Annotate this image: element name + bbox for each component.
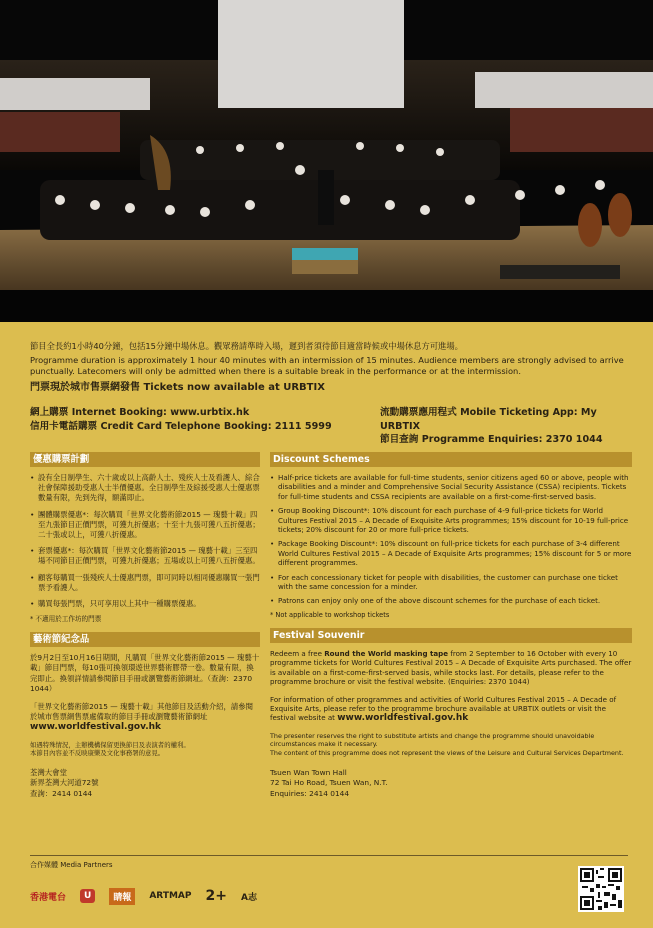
- mobile-ticketing: 流動購票應用程式 Mobile Ticketing App: My URBTIX: [380, 407, 597, 432]
- list-item: • For each concessionary ticket for people with disabilities, the customer can purchase one ticket with the same concession for a minder.: [270, 573, 632, 592]
- programmes-zh-text: [30, 702, 260, 733]
- discount-en-note: * Not applicable to workshop tickets: [270, 610, 390, 619]
- disclaimer-zh-1: 如遇特殊情況，主辦機構保留更換節目及表演者的權利。: [30, 740, 190, 749]
- venue-zh: [30, 768, 260, 800]
- souvenir-en-text: [270, 649, 632, 687]
- programmes-zh-body: 「世界文化藝術節2015 — 瑰藝十載」其他節目及活動介紹，請參閱於城市售票網售票處備取的節目手冊或瀏覽藝術節網址: [30, 702, 254, 722]
- orchestra-photo: [0, 0, 653, 322]
- duration-zh: 節目全長約1小時40分鐘，包括15分鐘中場休息。觀眾務請準時入場，遲到者須待節目適當時候或中場休息方可進場。: [30, 341, 463, 351]
- intro-section: [30, 340, 630, 395]
- venue-zh-address: 新界荃灣大河道72號: [30, 778, 99, 788]
- list-item: • Half-price tickets are available for full-time students, senior citizens aged 60 or above, people with disabilities and a minder and Comprehensive Social Security Assistance (CSSA) recipients. Tickets for full-time students and CSSA recipients are available on a first-come-first-served basis.: [270, 473, 632, 501]
- list-item: • Patrons can enjoy only one of the above discount schemes for the purchase of each ticket.: [270, 596, 632, 605]
- list-item: • 購買每張門票，只可享用以上其中一種購票優惠。: [30, 599, 260, 609]
- rthk-logo: 香港電台: [30, 892, 67, 903]
- media-partner-logos: [30, 876, 257, 916]
- sky-post-logo: [109, 888, 135, 905]
- sky-post-mark: 睛報: [109, 888, 135, 905]
- list-item: • 顧客每購買一張殘疾人士優惠門票，即可同時以相同優惠購買一張門票予看護人。: [30, 573, 260, 593]
- list-item: • Group Booking Discount*: 10% discount for each purchase of 4-9 full-price tickets for World Cultures Festival 2015 – A Decade of Exquisite Arts programmes; 15% discount for 10-19 full-price tickets; 20% discount for 20 or more full-price tickets.: [270, 506, 632, 534]
- venue-en-address: 72 Tai Ho Road, Tsuen Wan, N.T.: [270, 778, 388, 788]
- list-item: • 設有全日制學生、六十歲或以上高齡人士、殘疾人士及看護人、綜合社會保障援助受惠人士半價優惠。全日制學生及綜援受惠人士優惠票數量有限，先到先得，額滿即止。: [30, 473, 260, 504]
- souvenir-zh-title: 藝術節紀念品: [30, 632, 260, 647]
- venue-en: [270, 768, 632, 800]
- footer-divider: [30, 855, 628, 856]
- list-item: • 團體購票優惠*：每次購買「世界文化藝術節2015 — 瑰藝十載」四至九張節目正價門票，可獲九折優惠；十至十九張可獲八五折優惠；二十張或以上，可獲八折優惠。: [30, 510, 260, 541]
- english-column: [270, 452, 632, 799]
- artmap-logo: ARTMAP: [149, 891, 192, 901]
- souvenir-en-title: Festival Souvenir: [270, 628, 632, 643]
- programmes-en-body: For information of other programmes and activities of World Cultures Festival 2015 – A Decade of Exquisite Arts, please refer to the programme brochure available at URBTIX outlets or visit the festival website at: [270, 694, 617, 723]
- duration-en: Programme duration is approximately 1 hour 40 minutes with an intermission of 15 minutes. Audience members are strongly advised to arrive punctually. Latecomers will only be admitted when there is a suitable break in the performance or at the intermission.: [30, 355, 624, 376]
- list-item: • 套票優惠*：每次購買「世界文化藝術節2015 — 瑰藝十載」三至四場不同節目正價門票，可獲九折優惠；五場或以上可獲八五折優惠。: [30, 546, 260, 566]
- tickets-heading: 門票現於城市售票網發售 Tickets now available at URBTIX: [30, 382, 325, 393]
- festival-website-link-zh[interactable]: www.worldfestival.gov.hk: [30, 722, 162, 733]
- disclaimer-zh-2: 本節目內容並不反映康樂及文化事務署的意見。: [30, 749, 165, 758]
- venue-en-name: Tsuen Wan Town Hall: [270, 767, 347, 777]
- discount-zh-note: * 不適用於工作坊的門票: [30, 615, 102, 624]
- telephone-booking: 信用卡電話購票 Credit Card Telephone Booking: 2111 5999: [30, 420, 332, 432]
- programmes-en-text: [270, 695, 632, 724]
- u-magazine-mark: U: [80, 889, 95, 903]
- souvenir-zh-text: 於9月2日至10月16日期間，凡購買「世界文化藝術節2015 — 瑰藝十載」節目門票，每10張可換領環遊世界藝術膠帶一卷。數量有限，換完即止。換領詳情請參閱節目手冊或瀏覽藝術節網址。（查詢：2370 1044）: [30, 653, 260, 693]
- souvenir-en-a: Redeem a free: [270, 648, 325, 658]
- media-partners-label: 合作媒體 Media Partners: [30, 861, 113, 869]
- list-item: • Package Booking Discount*: 10% discount on full-price tickets for each purchase of 3-4 different World Cultures Festival 2015 – A Decade of Exquisite Arts programmes; 15% discount for 5 or more different programmes.: [270, 539, 632, 567]
- a-zi-logo: A志: [240, 892, 257, 903]
- venue-zh-enquiries: 查詢：2414 0144: [30, 789, 93, 799]
- discount-en-list: [270, 473, 632, 606]
- discount-zh-title: 優惠購票計劃: [30, 452, 260, 467]
- u-magazine-logo: [80, 889, 95, 903]
- discount-zh-list: [30, 473, 260, 609]
- booking-info: [30, 406, 630, 445]
- venue-zh-name: 荃灣大會堂: [30, 767, 67, 777]
- art-plus-logo: 2+: [205, 888, 227, 904]
- discount-en-title: Discount Schemes: [270, 452, 632, 467]
- qr-code[interactable]: [578, 866, 624, 912]
- chinese-column: [30, 452, 260, 800]
- disclaimer-en-1: The presenter reserves the right to substitute artists and change the programme should unavoidable circumstances make it necessary.: [270, 731, 595, 749]
- venue-en-enquiries: Enquiries: 2414 0144: [270, 788, 350, 798]
- festival-website-link-en[interactable]: www.worldfestival.gov.hk: [337, 713, 469, 724]
- souvenir-en-tape: Round the World masking tape: [324, 648, 449, 658]
- programme-enquiries: 節目查詢 Programme Enquiries: 2370 1044: [380, 434, 603, 445]
- disclaimer-en-2: The content of this programme does not represent the views of the Leisure and Cultural Services Department.: [270, 748, 624, 757]
- internet-booking: 網上購票 Internet Booking: www.urbtix.hk: [30, 407, 250, 418]
- souvenir-en-c: from 2 September to 16 October with every 10 programme tickets for World Cultures Festival 2015 – A Decade of Exquisite Arts purchased. The offer is available on a first-come-first-served basis, while stocks last. For details, please refer to the programme brochure or visit the festival website. (Enquiries: 2370 1044): [270, 648, 632, 687]
